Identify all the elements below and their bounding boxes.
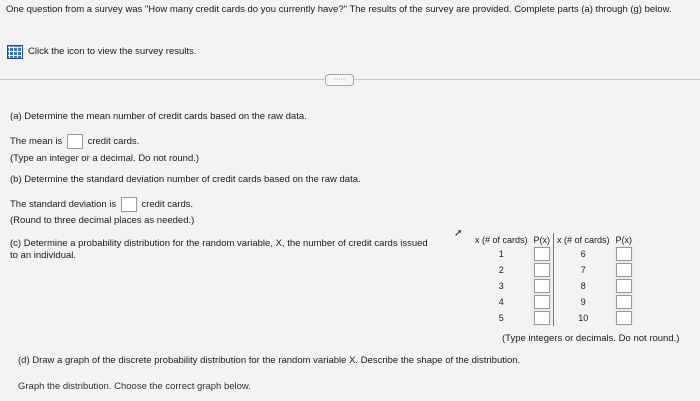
part-a-heading: (a) Determine the mean number of credit cards based on the raw data. xyxy=(10,111,307,122)
px-input[interactable] xyxy=(616,263,632,277)
part-c-heading-cont: to an individual. xyxy=(10,250,77,261)
x-value: 5 xyxy=(498,313,504,323)
part-b-answer-row xyxy=(10,197,193,212)
table-header-row xyxy=(472,233,635,246)
header-p-left: P(x) xyxy=(533,234,551,245)
px-input[interactable] xyxy=(616,247,632,261)
table-row xyxy=(472,262,635,278)
dataset-table-icon[interactable] xyxy=(7,45,23,59)
x-value: 2 xyxy=(498,265,504,275)
mouse-cursor-icon: ➚ xyxy=(454,228,463,239)
x-value: 4 xyxy=(498,297,504,307)
part-a-prefix: The mean is xyxy=(10,136,63,148)
table-row xyxy=(472,246,635,262)
px-input[interactable] xyxy=(534,311,550,325)
probability-distribution-table xyxy=(472,233,635,326)
x-value: 3 xyxy=(498,281,504,291)
more-options-button[interactable]: ····· xyxy=(325,74,354,86)
px-input[interactable] xyxy=(534,247,550,261)
x-value: 7 xyxy=(554,262,613,278)
px-input[interactable] xyxy=(534,263,550,277)
px-input[interactable] xyxy=(616,295,632,309)
x-value: 8 xyxy=(554,278,613,294)
part-b-suffix: credit cards. xyxy=(141,199,194,211)
part-b-heading: (b) Determine the standard deviation number of credit cards based on the raw data. xyxy=(10,174,361,185)
x-value: 1 xyxy=(498,249,504,259)
x-value: 9 xyxy=(554,294,613,310)
px-input[interactable] xyxy=(534,279,550,293)
part-d-cut-text: Graph the distribution. Choose the correct graph below. xyxy=(18,381,251,392)
part-c-instruction: (Type integers or decimals. Do not round.) xyxy=(502,333,680,344)
question-intro: One question from a survey was "How many credit cards do you currently have?" The results of the survey are provided. Complete parts (a) through (g) below. xyxy=(6,4,672,15)
table-row xyxy=(472,278,635,294)
x-value: 10 xyxy=(554,310,613,326)
part-b-instruction: (Round to three decimal places as needed.) xyxy=(10,215,195,226)
part-a-suffix: credit cards. xyxy=(87,136,140,148)
table-row xyxy=(472,310,635,326)
part-b-prefix: The standard deviation is xyxy=(10,199,117,211)
part-a-answer-row xyxy=(10,134,139,149)
x-value: 6 xyxy=(554,246,613,262)
std-dev-answer-input[interactable] xyxy=(121,197,137,212)
px-input[interactable] xyxy=(616,279,632,293)
part-d-heading: (d) Draw a graph of the discrete probability distribution for the random variable X. Describe the shape of the distribution. xyxy=(18,355,521,366)
px-input[interactable] xyxy=(616,311,632,325)
px-input[interactable] xyxy=(534,295,550,309)
part-a-instruction: (Type an integer or a decimal. Do not round.) xyxy=(10,153,200,164)
mean-answer-input[interactable] xyxy=(67,134,83,149)
part-c-heading: (c) Determine a probability distribution for the random variable, X, the number of credit cards issued xyxy=(10,238,428,249)
table-row xyxy=(472,294,635,310)
header-p-right: P(x) xyxy=(615,234,633,245)
header-x-right: x (# of cards) xyxy=(554,233,613,246)
dataset-link-text[interactable]: Click the icon to view the survey results. xyxy=(28,46,197,57)
header-x-left: x (# of cards) xyxy=(475,234,528,245)
